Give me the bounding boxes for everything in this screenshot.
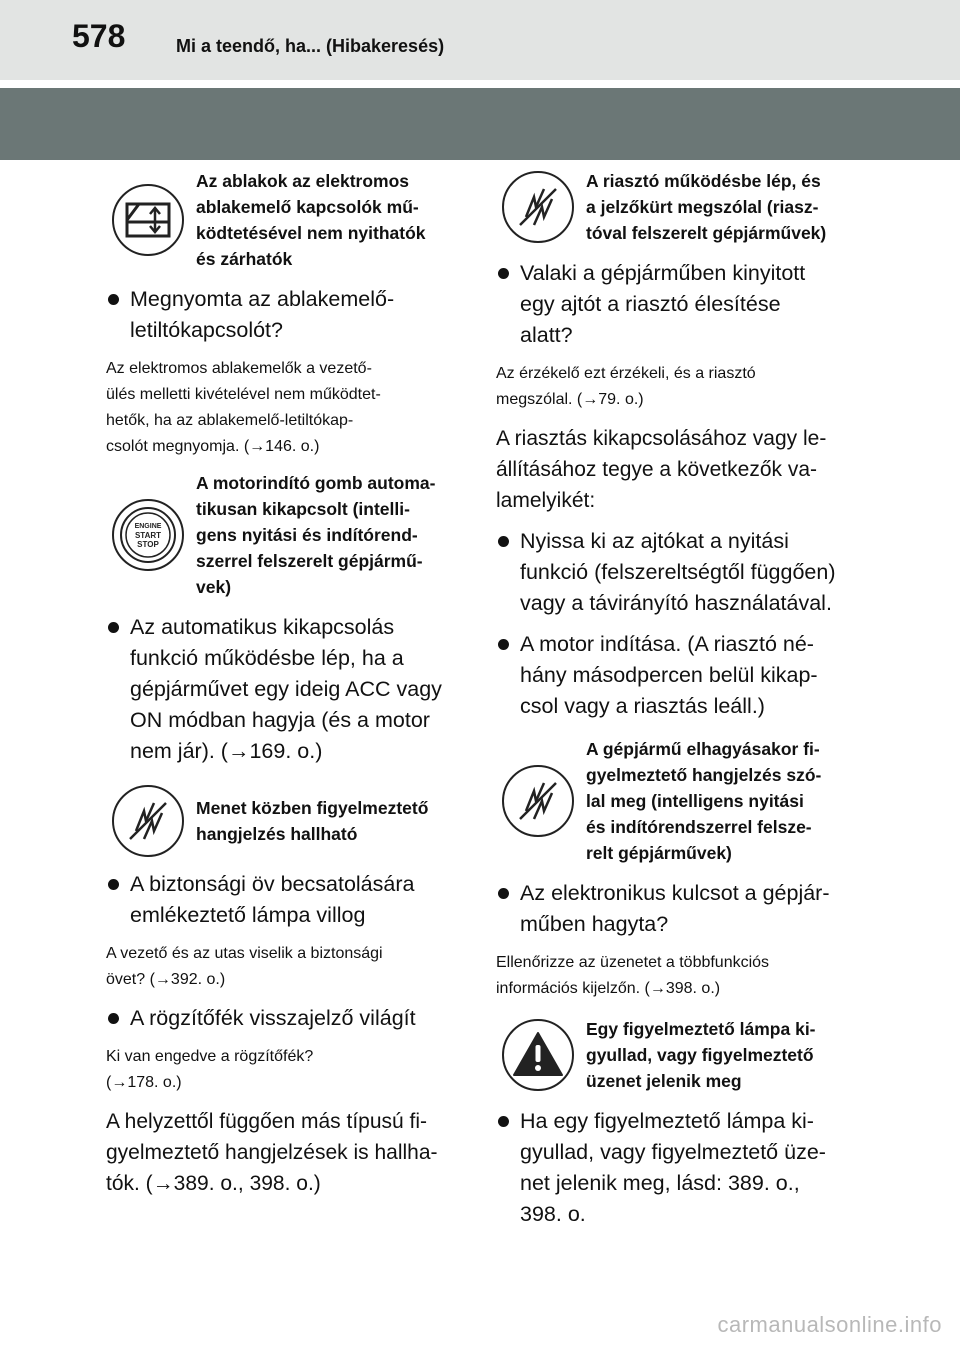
heading-line: szerrel felszerelt gépjármű-: [196, 551, 423, 571]
left-column: [106, 168, 486, 1209]
bullet-line: nem jár). (→169. o.): [130, 739, 323, 763]
warning-triangle-icon: [502, 1019, 574, 1091]
bullet-line: letiltókapcsolót?: [130, 318, 283, 342]
note-line: (→178. o.): [106, 1074, 182, 1091]
watermark: carmanualsonline.info: [717, 1312, 942, 1337]
note-line: hetők, ha az ablakemelő-letiltókap-: [106, 412, 354, 429]
bullet-line: A biztonsági öv becsatolására: [130, 872, 415, 896]
bullet-line: műben hagyta?: [520, 912, 669, 936]
bullet-line: vagy a távirányító használatával.: [520, 591, 832, 615]
alarm-buzzer-icon: [502, 171, 574, 243]
heading-line: ködtetésével nem nyithatók: [196, 223, 426, 243]
bullet-line: Nyissa ki az ajtókat a nyitási: [520, 529, 789, 553]
bullet-line: Az elektronikus kulcsot a gépjár-: [520, 881, 830, 905]
note-line: ülés melletti kivételével nem működtet-: [106, 386, 381, 403]
heading-line: gyullad, vagy figyelmeztető: [586, 1045, 814, 1065]
bullet-line: gyullad, vagy figyelmeztető üze-: [520, 1140, 826, 1164]
note-text: [106, 941, 486, 993]
section-heading: [196, 470, 435, 600]
bullet-line: Az automatikus kikapcsolás: [130, 615, 395, 639]
heading-line: Az ablakok az elektromos: [196, 171, 409, 191]
header-band: [0, 88, 960, 160]
section-heading: [586, 1016, 816, 1094]
heading-line: Egy figyelmeztető lámpa ki-: [586, 1019, 816, 1039]
heading-line: tikusan kikapcsolt (intelli-: [196, 499, 410, 519]
bullet-line: egy ajtót a riasztó élesítése: [520, 292, 781, 316]
note-line: Az érzékelő ezt érzékeli, és a riasztó: [496, 365, 756, 382]
bullet-line: alatt?: [520, 323, 573, 347]
bullet-item: [106, 284, 486, 346]
note-text: [106, 356, 486, 460]
heading-line: lal meg (intelligens nyitási: [586, 791, 804, 811]
section-exit-buzzer: [496, 736, 876, 866]
heading-line: a jelzőkürt megszólal (riasz-: [586, 197, 819, 217]
bullet-line: A rögzítőfék visszajelző világít: [130, 1006, 416, 1030]
bullet-line: Megnyomta az ablakemelő-: [130, 287, 395, 311]
section-engine-off: [106, 470, 486, 600]
section-window-lock: [106, 168, 486, 272]
bullet-item: [496, 258, 876, 351]
note-line: megszólal. (→79. o.): [496, 391, 644, 408]
bullet-line: 398. o.: [520, 1202, 586, 1226]
exit-buzzer-icon: [502, 765, 574, 837]
heading-line: ablakemelő kapcsolók mű-: [196, 197, 419, 217]
bullet-line: ON módban hagyja (és a motor: [130, 708, 430, 732]
note-line: A vezető és az utas viselik a biztonsági: [106, 945, 383, 962]
bullet-line: funkció (felszereltségtől függően): [520, 560, 836, 584]
bullet-item: [106, 869, 486, 931]
section-heading: [586, 168, 826, 246]
heading-line: A riasztó működésbe lép, és: [586, 171, 821, 191]
section-heading: [196, 795, 428, 847]
heading-line: A motorindító gomb automa-: [196, 473, 436, 493]
note-text: [496, 361, 876, 413]
window-lock-icon: [112, 184, 184, 256]
note-line: övet? (→392. o.): [106, 971, 226, 988]
engine-start-stop-icon: [112, 499, 184, 571]
engine-icon-text: ENGINE: [134, 523, 162, 530]
bullet-line: net jelenik meg, lásd: 389. o.,: [520, 1171, 800, 1195]
note-text: [496, 950, 876, 1002]
bullet-line: emlékeztető lámpa villog: [130, 903, 366, 927]
page-number: 578: [72, 18, 126, 54]
heading-line: vek): [196, 577, 232, 597]
note-line: Ki van engedve a rögzítőfék?: [106, 1048, 314, 1065]
section-alarm: [496, 168, 876, 246]
section-heading: [586, 736, 821, 866]
bullet-line: csol vagy a riasztás leáll.): [520, 694, 765, 718]
bullet-item: [496, 878, 876, 940]
paragraph: [496, 423, 876, 516]
heading-line: A gépjármű elhagyásakor fi-: [586, 739, 820, 759]
heading-line: és indítórendszerrel felsze-: [586, 817, 812, 837]
bullet-item: [106, 1003, 486, 1034]
para-line: A helyzettől függően más típusú fi-: [106, 1110, 428, 1133]
section-heading: [196, 168, 426, 272]
heading-line: tóval felszerelt gépjárművek): [586, 223, 827, 243]
heading-line: és zárhatók: [196, 249, 293, 269]
bullet-line: hány másodpercen belül kikap-: [520, 663, 818, 687]
bullet-line: Valaki a gépjárműben kinyitott: [520, 261, 806, 285]
heading-line: Menet közben figyelmeztető: [196, 798, 429, 818]
bullet-line: gépjárművet egy ideig ACC vagy: [130, 677, 442, 701]
note-line: Ellenőrizze az üzenetet a többfunkciós: [496, 954, 770, 971]
note-line: Az elektromos ablakemelők a vezető-: [106, 360, 372, 377]
stop-icon-text: STOP: [137, 540, 159, 549]
heading-line: gens nyitási és indítórend-: [196, 525, 418, 545]
section-driving-buzzer: [106, 785, 486, 857]
para-line: lamelyikét:: [496, 489, 596, 512]
paragraph: [106, 1106, 486, 1199]
start-icon-text: START: [134, 531, 162, 540]
note-line: információs kijelzőn. (→398. o.): [496, 980, 721, 997]
bullet-item: [496, 526, 876, 619]
heading-line: gyelmeztető hangjelzés szó-: [586, 765, 822, 785]
note-text: [106, 1044, 486, 1096]
bullet-line: funkció működésbe lép, ha a: [130, 646, 404, 670]
heading-line: üzenet jelenik meg: [586, 1071, 742, 1091]
para-line: gyelmeztető hangjelzések is hallha-: [106, 1141, 438, 1164]
page-header: [0, 0, 960, 80]
heading-line: hangjelzés hallható: [196, 824, 358, 844]
section-warning-light: [496, 1016, 876, 1094]
para-line: A riasztás kikapcsolásához vagy le-: [496, 427, 827, 450]
para-line: tók. (→389. o., 398. o.): [106, 1172, 321, 1195]
para-line: állításához tegye a következők va-: [496, 458, 818, 481]
bullet-item: [496, 1106, 876, 1230]
note-line: csolót megnyomja. (→146. o.): [106, 438, 320, 455]
bullet-line: A motor indítása. (A riasztó né-: [520, 632, 814, 656]
bullet-item: [106, 612, 486, 767]
bullet-item: [496, 629, 876, 722]
warning-buzzer-icon: [112, 785, 184, 857]
bullet-line: Ha egy figyelmeztető lámpa ki-: [520, 1109, 814, 1133]
heading-line: relt gépjárművek): [586, 843, 732, 863]
right-column: [496, 168, 876, 1240]
chapter-title: Mi a teendő, ha... (Hibakeresés): [176, 36, 445, 56]
